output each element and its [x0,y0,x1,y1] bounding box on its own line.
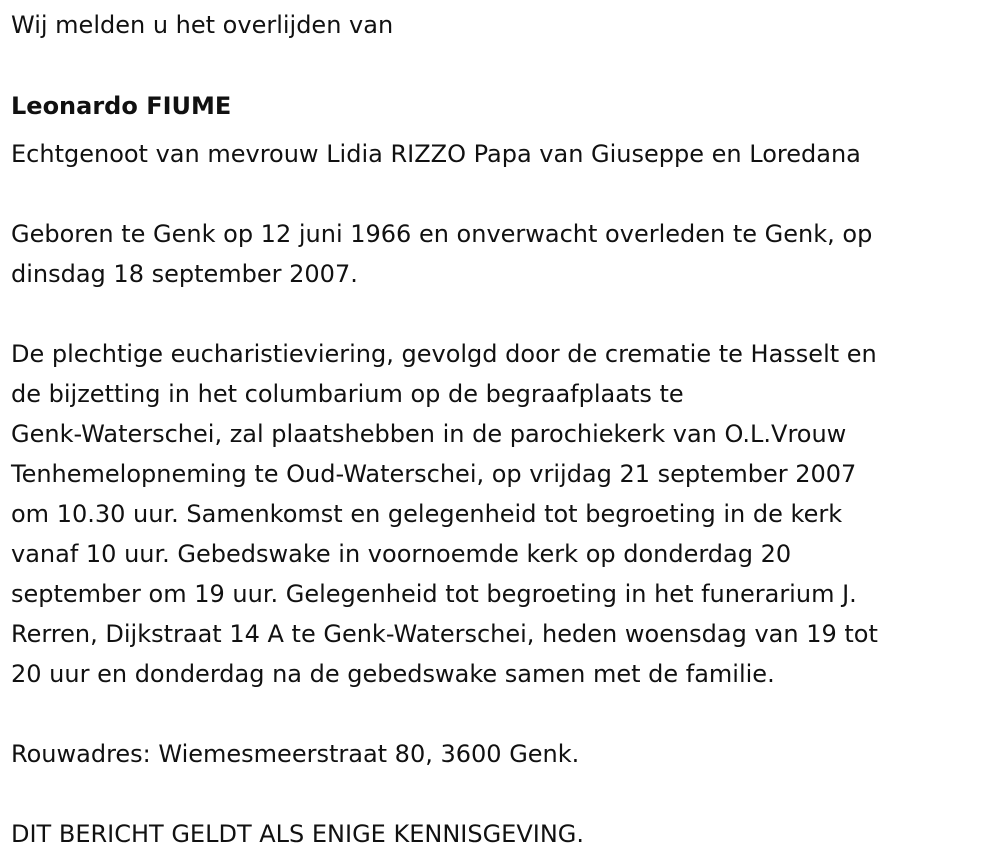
birth-death-line-2: dinsdag 18 september 2007. [11,260,358,288]
ceremony-line-6: vanaf 10 uur. Gebedswake in voornoemde kerk op donderdag 20 [11,540,792,568]
family-relation: Echtgenoot van mevrouw Lidia RIZZO Papa van Giuseppe en Loredana [11,140,861,168]
ceremony-line-1: De plechtige eucharistieviering, gevolgd door de crematie te Hasselt en [11,340,877,368]
ceremony-line-5: om 10.30 uur. Samenkomst en gelegenheid tot begroeting in de kerk [11,500,843,528]
ceremony-line-2: de bijzetting in het columbarium op de begraafplaats te [11,380,684,408]
mourning-address: Rouwadres: Wiemesmeerstraat 80, 3600 Genk. [11,740,580,768]
ceremony-line-3: Genk-Waterschei, zal plaatshebben in de parochiekerk van O.L.Vrouw [11,420,847,448]
ceremony-line-4: Tenhemelopneming te Oud-Waterschei, op vrijdag 21 september 2007 [11,460,857,488]
ceremony-line-8: Rerren, Dijkstraat 14 A te Genk-Waterschei, heden woensdag van 19 tot [11,620,878,648]
intro-text: Wij melden u het overlijden van [11,11,394,39]
closing-statement: DIT BERICHT GELDT ALS ENIGE KENNISGEVING. [11,820,585,848]
deceased-name: Leonardo FIUME [11,92,232,120]
ceremony-line-9: 20 uur en donderdag na de gebedswake samen met de familie. [11,660,775,688]
ceremony-line-7: september om 19 uur. Gelegenheid tot begroeting in het funerarium J. [11,580,857,608]
birth-death-line-1: Geboren te Genk op 12 juni 1966 en onverwacht overleden te Genk, op [11,220,873,248]
